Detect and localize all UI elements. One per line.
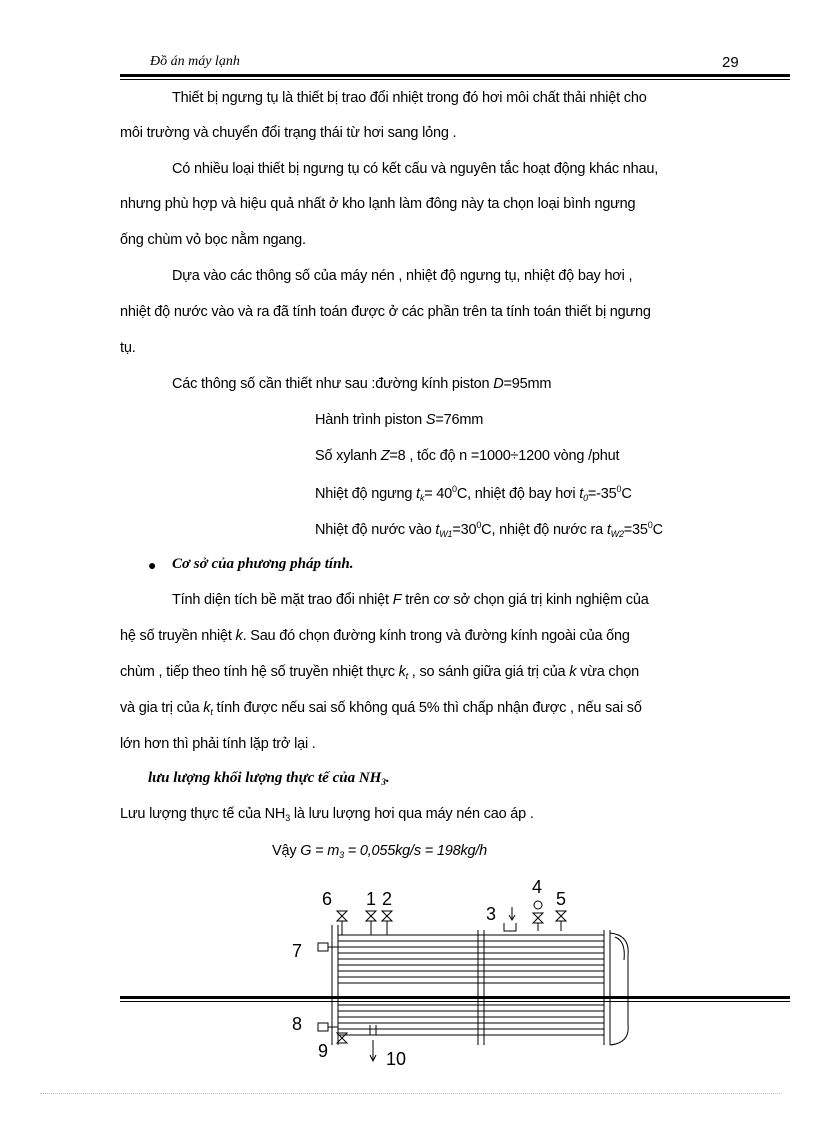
label-6: 6 — [322, 889, 333, 909]
params-cylinders: Số xylanh Z=8 , tốc độ n =1000÷1200 vòng /phut — [315, 448, 620, 464]
label-4: 4 — [532, 877, 543, 897]
label-2: 2 — [382, 889, 393, 909]
params-water-temperatures: Nhiệt độ nước vào $t_{W1}=30^0C$, nhiệt độ nước ra $t_{W2}=35^0C$ — [315, 520, 663, 539]
page-number: 29 — [722, 54, 739, 71]
label-9: 9 — [318, 1041, 329, 1061]
paragraph-line: lớn hơn thì phải tính lặp trở lại . — [120, 736, 316, 752]
paragraph-line: Thiết bị ngưng tụ là thiết bị trao đổi nhiệt trong đó hơi môi chất thải nhiệt cho — [172, 90, 647, 106]
paragraph-line: Lưu lượng thực tế của $NH_3$ là lưu lượng hơi qua máy nén cao áp . — [120, 806, 534, 823]
label-1: 1 — [366, 889, 377, 909]
params-temperatures: Nhiệt độ ngưng $t_k= 40^0C$, nhiệt độ bay hơi $t_0=-35^0C$ — [315, 484, 632, 503]
condenser-diagram — [280, 875, 660, 1075]
footer-rule — [120, 996, 790, 999]
valve-4 — [533, 913, 543, 923]
header-title: Đồ án máy lạnh — [150, 54, 240, 69]
equation: Vậy $G = m_3 = 0,055kg/s = 198kg/h$ — [272, 843, 488, 860]
header-rule — [120, 74, 790, 77]
params-intro: Các thông số cần thiết như sau :đường kính piston D=95mm — [172, 376, 552, 392]
label-8: 8 — [292, 1014, 303, 1034]
paragraph-line: và gia trị của $k_t$ tính được nếu sai số không quá 5% thì chấp nhận được , nếu sai số — [120, 700, 642, 717]
valve-6 — [337, 911, 347, 921]
paragraph-line: tụ. — [120, 340, 136, 356]
paragraph-line: Tính diện tích bề mặt trao đổi nhiệt F trên cơ sở chọn giá trị kinh nghiệm của — [172, 592, 649, 608]
paragraph-line: ống chùm vỏ bọc nằm ngang. — [120, 232, 306, 248]
paragraph-line: nhưng phù hợp và hiệu quả nhất ở kho lạnh làm đông này ta chọn loại bình ngưng — [120, 196, 636, 212]
label-10: 10 — [386, 1049, 407, 1069]
paragraph-line: hệ số truyền nhiệt k. Sau đó chọn đường kính trong và đường kính ngoài của ống — [120, 628, 630, 644]
section-title: Cơ sở của phương pháp tính. — [172, 556, 354, 572]
label-3: 3 — [486, 904, 497, 924]
valve-2 — [382, 911, 392, 921]
paragraph-line: nhiệt độ nước vào và ra đã tính toán được ở các phần trên ta tính toán thiết bị ngưng — [120, 304, 651, 320]
section-title: lưu lượng khối lượng thực tế của $NH_3$. — [148, 770, 390, 787]
gauge-4 — [534, 901, 542, 909]
page-bottom-dotted-line — [40, 1093, 780, 1094]
label-5: 5 — [556, 889, 567, 909]
header-rule-thin — [120, 79, 790, 80]
paragraph-line: chùm , tiếp theo tính hệ số truyền nhiệt thực $k_t$ , so sánh giữa giá trị của k vừa chọn — [120, 664, 640, 681]
params-stroke: Hành trình piston S=76mm — [315, 412, 484, 428]
valve-5 — [556, 911, 566, 921]
right-head — [610, 933, 628, 1045]
paragraph-line: Có nhiều loại thiết bị ngưng tụ có kết cấu và nguyên tắc hoạt động khác nhau, — [172, 161, 659, 177]
bullet-icon: ● — [148, 557, 157, 573]
paragraph-line: Dựa vào các thông số của máy nén , nhiệt độ ngưng tụ, nhiệt độ bay hơi , — [172, 268, 633, 284]
footer-rule-thin — [120, 1001, 790, 1002]
label-7: 7 — [292, 941, 303, 961]
valve-1 — [366, 911, 376, 921]
paragraph-line: môi trường và chuyển đổi trạng thái từ hơi sang lỏng . — [120, 125, 457, 141]
